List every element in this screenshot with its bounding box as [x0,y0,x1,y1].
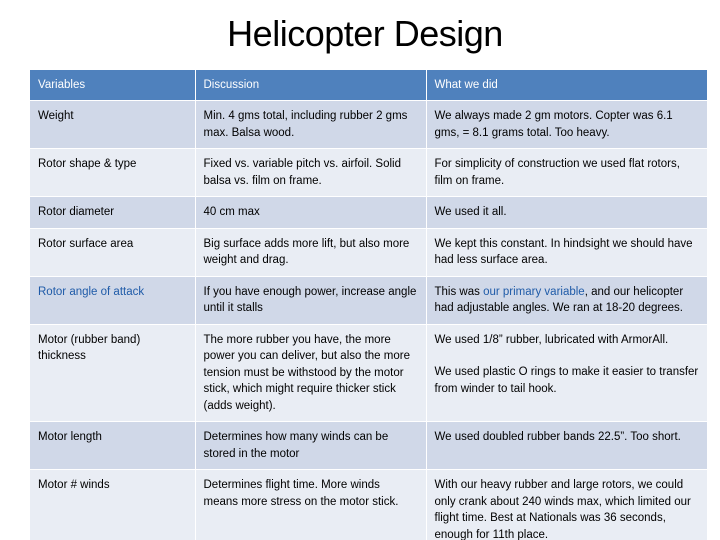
what-we-did-cell: For simplicity of construction we used flat rotors, film on frame. [426,149,707,197]
what-we-did-text: , and our helicopter had adjustable angles. We ran at 18-20 degrees. [434,285,684,314]
what-we-did-cell [426,324,707,422]
what-we-did-cell: We kept this constant. In hindsight we should have had less surface area. [426,228,707,276]
what-we-did-paragraph: We used 1/8” rubber, lubricated with ArmorAll. [434,333,669,346]
what-we-did-cell: We used it all. [426,197,707,229]
header-discussion: Discussion [195,70,426,101]
table-header-row [30,70,707,101]
slide-title: Helicopter Design [227,13,503,54]
discussion-cell: Big surface adds more lift, but also more weight and drag. [195,228,426,276]
what-we-did-cell: We always made 2 gm motors. Copter was 6.1 gms, = 8.1 grams total. Too heavy. [426,101,707,149]
header-what-we-did: What we did [426,70,707,101]
variable-cell: Rotor surface area [30,228,195,276]
table-row [30,470,707,540]
discussion-cell: Fixed vs. variable pitch vs. airfoil. Solid balsa vs. film on frame. [195,149,426,197]
variable-cell: Weight [30,101,195,149]
what-we-did-cell: With our heavy rubber and large rotors, we could only crank about 240 winds max, which limited our flight time. Best at Nationals was 36 seconds, enough for 11th place. [426,470,707,540]
discussion-cell: If you have enough power, increase angle until it stalls [195,276,426,324]
variable-cell-highlighted: Rotor angle of attack [30,276,195,324]
variable-cell: Motor # winds [30,470,195,540]
what-we-did-cell [426,276,707,324]
variable-cell: Motor length [30,422,195,470]
discussion-cell: Determines how many winds can be stored in the motor [195,422,426,470]
what-we-did-cell: We used doubled rubber bands 22.5”. Too short. [426,422,707,470]
header-variables: Variables [30,70,195,101]
variable-cell: Motor (rubber band) thickness [30,324,195,422]
table-row [30,422,707,470]
table-row [30,228,707,276]
discussion-cell: Min. 4 gms total, including rubber 2 gms max. Balsa wood. [195,101,426,149]
what-we-did-paragraph: We used plastic O rings to make it easier to transfer from winder to tail hook. [434,366,699,395]
table-row [30,324,707,422]
variable-cell: Rotor diameter [30,197,195,229]
table-row [30,101,707,149]
variable-cell: Rotor shape & type [30,149,195,197]
discussion-cell: Determines flight time. More winds means more stress on the motor stick. [195,470,426,540]
table-row [30,276,707,324]
what-we-did-text: This was [434,285,484,298]
table-row [30,149,707,197]
primary-variable-highlight: our primary variable [483,285,585,298]
table-row [30,197,707,229]
discussion-cell: 40 cm max [195,197,426,229]
discussion-cell: The more rubber you have, the more power you can deliver, but also the more tension must be withstood by the motor stick, which might require thicker stick (adds weight). [195,324,426,422]
design-table [30,70,708,540]
